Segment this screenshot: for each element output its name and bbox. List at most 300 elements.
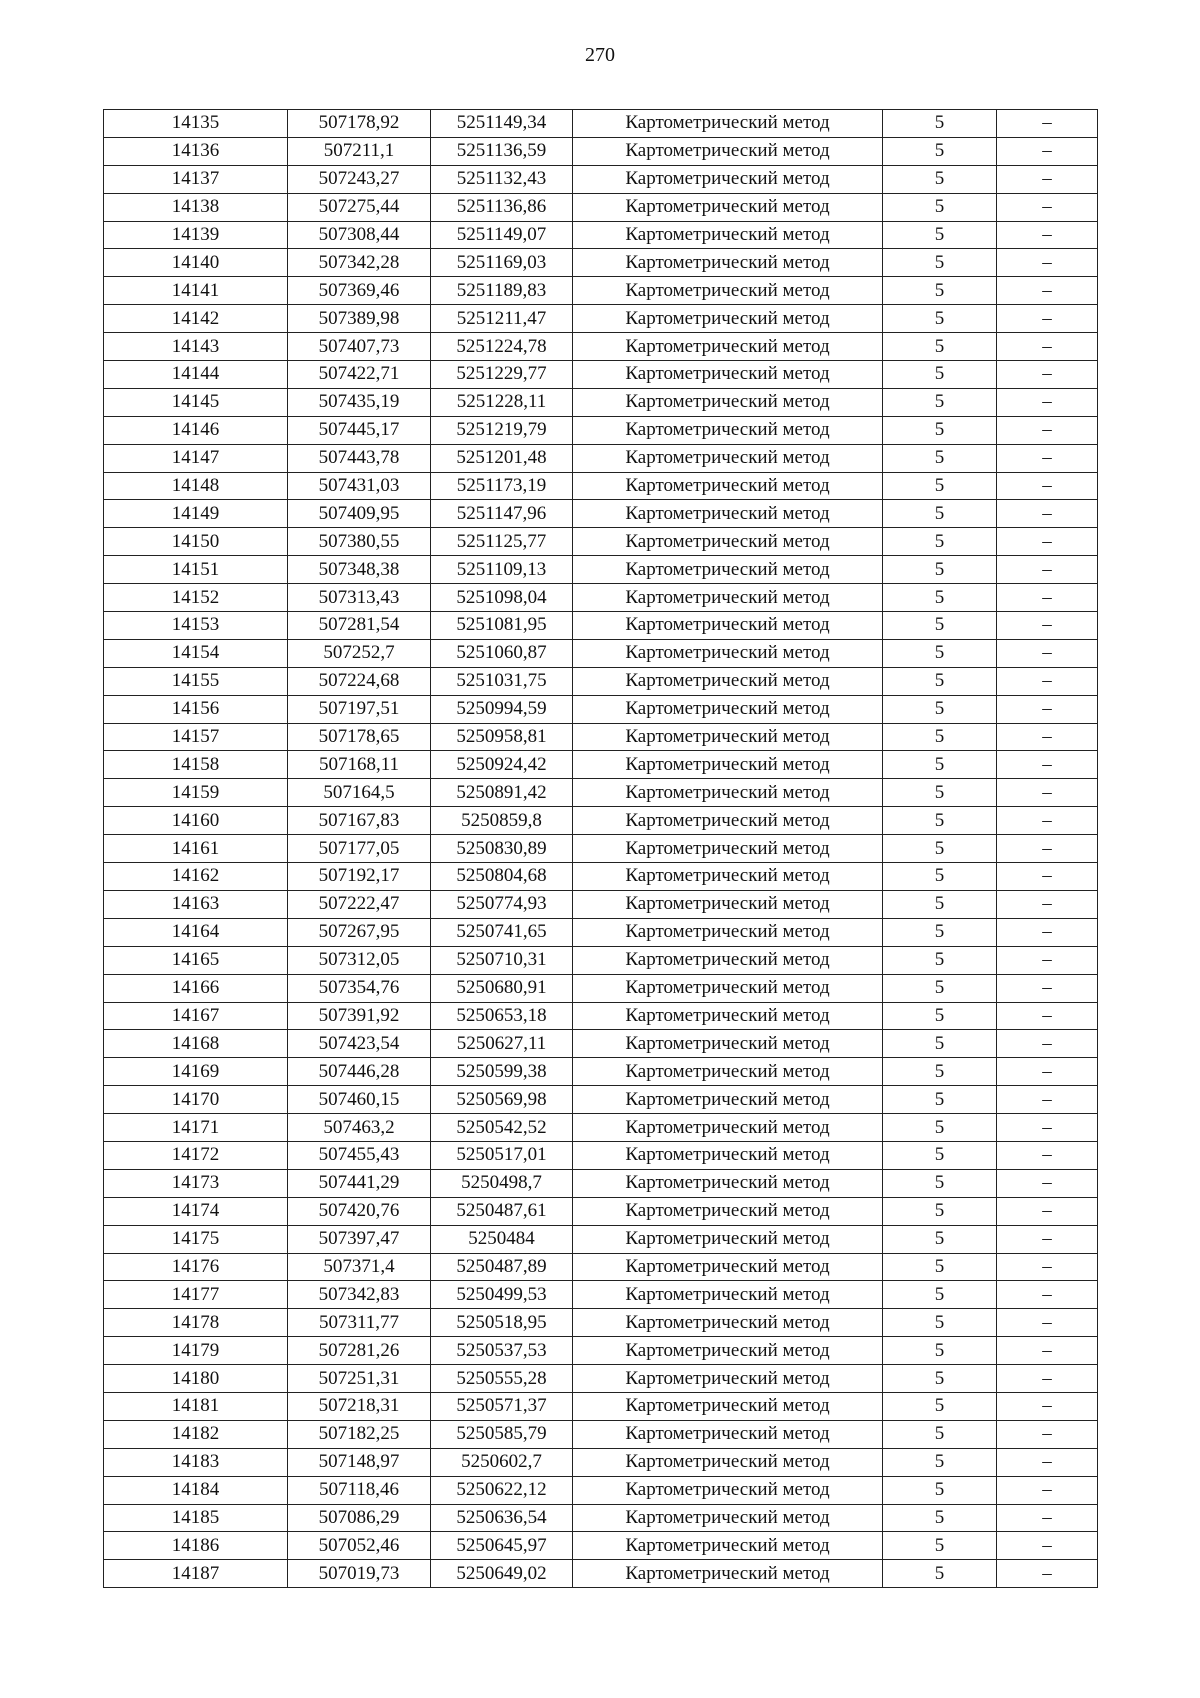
table-row: [104, 1448, 1098, 1476]
accuracy-cell: 5: [883, 639, 997, 667]
description-cell: –: [997, 639, 1098, 667]
description-cell: –: [997, 1504, 1098, 1532]
x-coordinate-cell: 507348,38: [288, 556, 431, 584]
accuracy-cell: 5: [883, 1448, 997, 1476]
x-coordinate-cell: 507420,76: [288, 1197, 431, 1225]
point-number-cell: 14136: [104, 137, 288, 165]
description-cell: –: [997, 556, 1098, 584]
accuracy-cell: 5: [883, 807, 997, 835]
x-coordinate-cell: 507178,65: [288, 723, 431, 751]
accuracy-cell: 5: [883, 1365, 997, 1393]
y-coordinate-cell: 5251136,59: [431, 137, 573, 165]
method-cell: Картометрический метод: [573, 1504, 883, 1532]
x-coordinate-cell: 507389,98: [288, 305, 431, 333]
description-cell: –: [997, 137, 1098, 165]
description-cell: –: [997, 807, 1098, 835]
description-cell: –: [997, 500, 1098, 528]
method-cell: Картометрический метод: [573, 1030, 883, 1058]
point-number-cell: 14177: [104, 1281, 288, 1309]
table-row: [104, 416, 1098, 444]
method-cell: Картометрический метод: [573, 918, 883, 946]
description-cell: –: [997, 333, 1098, 361]
method-cell: Картометрический метод: [573, 695, 883, 723]
method-cell: Картометрический метод: [573, 639, 883, 667]
x-coordinate-cell: 507446,28: [288, 1058, 431, 1086]
x-coordinate-cell: 507308,44: [288, 221, 431, 249]
x-coordinate-cell: 507460,15: [288, 1086, 431, 1114]
page-number: 270: [585, 44, 615, 66]
method-cell: Картометрический метод: [573, 1532, 883, 1560]
x-coordinate-cell: 507435,19: [288, 388, 431, 416]
description-cell: –: [997, 1309, 1098, 1337]
accuracy-cell: 5: [883, 1141, 997, 1169]
accuracy-cell: 5: [883, 221, 997, 249]
x-coordinate-cell: 507369,46: [288, 277, 431, 305]
accuracy-cell: 5: [883, 890, 997, 918]
description-cell: –: [997, 1281, 1098, 1309]
y-coordinate-cell: 5250484: [431, 1225, 573, 1253]
x-coordinate-cell: 507342,28: [288, 249, 431, 277]
description-cell: –: [997, 723, 1098, 751]
point-number-cell: 14155: [104, 667, 288, 695]
y-coordinate-cell: 5250487,89: [431, 1253, 573, 1281]
x-coordinate-cell: 507211,1: [288, 137, 431, 165]
method-cell: Картометрический метод: [573, 807, 883, 835]
y-coordinate-cell: 5251081,95: [431, 612, 573, 640]
accuracy-cell: 5: [883, 528, 997, 556]
accuracy-cell: 5: [883, 723, 997, 751]
table-row: [104, 556, 1098, 584]
accuracy-cell: 5: [883, 249, 997, 277]
method-cell: Картометрический метод: [573, 1281, 883, 1309]
x-coordinate-cell: 507275,44: [288, 193, 431, 221]
accuracy-cell: 5: [883, 1002, 997, 1030]
y-coordinate-cell: 5250627,11: [431, 1030, 573, 1058]
accuracy-cell: 5: [883, 835, 997, 863]
accuracy-cell: 5: [883, 1030, 997, 1058]
y-coordinate-cell: 5250774,93: [431, 890, 573, 918]
method-cell: Картометрический метод: [573, 1309, 883, 1337]
description-cell: –: [997, 946, 1098, 974]
accuracy-cell: 5: [883, 137, 997, 165]
y-coordinate-cell: 5251219,79: [431, 416, 573, 444]
method-cell: Картометрический метод: [573, 751, 883, 779]
x-coordinate-cell: 507251,31: [288, 1365, 431, 1393]
table-row: [104, 333, 1098, 361]
method-cell: Картометрический метод: [573, 1002, 883, 1030]
description-cell: –: [997, 835, 1098, 863]
description-cell: –: [997, 1337, 1098, 1365]
description-cell: –: [997, 751, 1098, 779]
point-number-cell: 14172: [104, 1141, 288, 1169]
accuracy-cell: 5: [883, 695, 997, 723]
description-cell: –: [997, 667, 1098, 695]
y-coordinate-cell: 5250585,79: [431, 1420, 573, 1448]
point-number-cell: 14166: [104, 974, 288, 1002]
x-coordinate-cell: 507397,47: [288, 1225, 431, 1253]
description-cell: –: [997, 863, 1098, 891]
point-number-cell: 14173: [104, 1169, 288, 1197]
method-cell: Картометрический метод: [573, 667, 883, 695]
table-row: [104, 1281, 1098, 1309]
accuracy-cell: 5: [883, 388, 997, 416]
x-coordinate-cell: 507281,26: [288, 1337, 431, 1365]
accuracy-cell: 5: [883, 305, 997, 333]
method-cell: Картометрический метод: [573, 1225, 883, 1253]
y-coordinate-cell: 5251173,19: [431, 472, 573, 500]
accuracy-cell: 5: [883, 1420, 997, 1448]
point-number-cell: 14137: [104, 165, 288, 193]
y-coordinate-cell: 5251031,75: [431, 667, 573, 695]
y-coordinate-cell: 5250599,38: [431, 1058, 573, 1086]
description-cell: –: [997, 1365, 1098, 1393]
y-coordinate-cell: 5250602,7: [431, 1448, 573, 1476]
y-coordinate-cell: 5250645,97: [431, 1532, 573, 1560]
y-coordinate-cell: 5251060,87: [431, 639, 573, 667]
x-coordinate-cell: 507445,17: [288, 416, 431, 444]
y-coordinate-cell: 5250499,53: [431, 1281, 573, 1309]
point-number-cell: 14158: [104, 751, 288, 779]
x-coordinate-cell: 507455,43: [288, 1141, 431, 1169]
x-coordinate-cell: 507052,46: [288, 1532, 431, 1560]
method-cell: Картометрический метод: [573, 835, 883, 863]
method-cell: Картометрический метод: [573, 1197, 883, 1225]
method-cell: Картометрический метод: [573, 249, 883, 277]
y-coordinate-cell: 5250804,68: [431, 863, 573, 891]
x-coordinate-cell: 507243,27: [288, 165, 431, 193]
description-cell: –: [997, 1253, 1098, 1281]
point-number-cell: 14174: [104, 1197, 288, 1225]
method-cell: Картометрический метод: [573, 277, 883, 305]
method-cell: Картометрический метод: [573, 779, 883, 807]
accuracy-cell: 5: [883, 1309, 997, 1337]
y-coordinate-cell: 5250518,95: [431, 1309, 573, 1337]
point-number-cell: 14153: [104, 612, 288, 640]
point-number-cell: 14176: [104, 1253, 288, 1281]
method-cell: Картометрический метод: [573, 890, 883, 918]
y-coordinate-cell: 5250517,01: [431, 1141, 573, 1169]
table-row: [104, 667, 1098, 695]
table-row: [104, 751, 1098, 779]
method-cell: Картометрический метод: [573, 1476, 883, 1504]
point-number-cell: 14180: [104, 1365, 288, 1393]
description-cell: –: [997, 193, 1098, 221]
y-coordinate-cell: 5250958,81: [431, 723, 573, 751]
method-cell: Картометрический метод: [573, 388, 883, 416]
y-coordinate-cell: 5250649,02: [431, 1560, 573, 1588]
description-cell: –: [997, 918, 1098, 946]
accuracy-cell: 5: [883, 1225, 997, 1253]
method-cell: Картометрический метод: [573, 1365, 883, 1393]
x-coordinate-cell: 507312,05: [288, 946, 431, 974]
y-coordinate-cell: 5250537,53: [431, 1337, 573, 1365]
x-coordinate-cell: 507371,4: [288, 1253, 431, 1281]
y-coordinate-cell: 5250994,59: [431, 695, 573, 723]
description-cell: –: [997, 416, 1098, 444]
method-cell: Картометрический метод: [573, 472, 883, 500]
x-coordinate-cell: 507354,76: [288, 974, 431, 1002]
point-number-cell: 14154: [104, 639, 288, 667]
table-row: [104, 807, 1098, 835]
description-cell: –: [997, 1225, 1098, 1253]
method-cell: Картометрический метод: [573, 1169, 883, 1197]
x-coordinate-cell: 507441,29: [288, 1169, 431, 1197]
accuracy-cell: 5: [883, 416, 997, 444]
x-coordinate-cell: 507267,95: [288, 918, 431, 946]
description-cell: –: [997, 1114, 1098, 1142]
y-coordinate-cell: 5250636,54: [431, 1504, 573, 1532]
table-row: [104, 1337, 1098, 1365]
point-number-cell: 14159: [104, 779, 288, 807]
point-number-cell: 14135: [104, 110, 288, 138]
description-cell: –: [997, 1560, 1098, 1588]
y-coordinate-cell: 5251229,77: [431, 361, 573, 389]
point-number-cell: 14156: [104, 695, 288, 723]
accuracy-cell: 5: [883, 667, 997, 695]
y-coordinate-cell: 5250741,65: [431, 918, 573, 946]
description-cell: –: [997, 1420, 1098, 1448]
description-cell: –: [997, 444, 1098, 472]
method-cell: Картометрический метод: [573, 193, 883, 221]
x-coordinate-cell: 507311,77: [288, 1309, 431, 1337]
y-coordinate-cell: 5250555,28: [431, 1365, 573, 1393]
accuracy-cell: 5: [883, 1114, 997, 1142]
point-number-cell: 14178: [104, 1309, 288, 1337]
description-cell: –: [997, 1002, 1098, 1030]
method-cell: Картометрический метод: [573, 1337, 883, 1365]
y-coordinate-cell: 5251147,96: [431, 500, 573, 528]
table-row: [104, 863, 1098, 891]
table-row: [104, 918, 1098, 946]
method-cell: Картометрический метод: [573, 165, 883, 193]
accuracy-cell: 5: [883, 1253, 997, 1281]
table-row: [104, 1030, 1098, 1058]
y-coordinate-cell: 5250569,98: [431, 1086, 573, 1114]
point-number-cell: 14160: [104, 807, 288, 835]
table-row: [104, 1058, 1098, 1086]
point-number-cell: 14181: [104, 1392, 288, 1420]
method-cell: Картометрический метод: [573, 612, 883, 640]
accuracy-cell: 5: [883, 1197, 997, 1225]
point-number-cell: 14138: [104, 193, 288, 221]
x-coordinate-cell: 507423,54: [288, 1030, 431, 1058]
table-body: [104, 110, 1098, 1588]
point-number-cell: 14182: [104, 1420, 288, 1448]
x-coordinate-cell: 507167,83: [288, 807, 431, 835]
table-row: [104, 1532, 1098, 1560]
accuracy-cell: 5: [883, 584, 997, 612]
accuracy-cell: 5: [883, 1169, 997, 1197]
table-row: [104, 1114, 1098, 1142]
method-cell: Картометрический метод: [573, 333, 883, 361]
accuracy-cell: 5: [883, 165, 997, 193]
description-cell: –: [997, 1448, 1098, 1476]
y-coordinate-cell: 5251109,13: [431, 556, 573, 584]
point-number-cell: 14183: [104, 1448, 288, 1476]
description-cell: –: [997, 890, 1098, 918]
table-row: [104, 890, 1098, 918]
point-number-cell: 14151: [104, 556, 288, 584]
description-cell: –: [997, 1197, 1098, 1225]
accuracy-cell: 5: [883, 472, 997, 500]
method-cell: Картометрический метод: [573, 528, 883, 556]
description-cell: –: [997, 779, 1098, 807]
y-coordinate-cell: 5250653,18: [431, 1002, 573, 1030]
y-coordinate-cell: 5250891,42: [431, 779, 573, 807]
point-number-cell: 14150: [104, 528, 288, 556]
accuracy-cell: 5: [883, 444, 997, 472]
y-coordinate-cell: 5250859,8: [431, 807, 573, 835]
point-number-cell: 14186: [104, 1532, 288, 1560]
x-coordinate-cell: 507168,11: [288, 751, 431, 779]
description-cell: –: [997, 1086, 1098, 1114]
table-row: [104, 584, 1098, 612]
table-row: [104, 528, 1098, 556]
y-coordinate-cell: 5251189,83: [431, 277, 573, 305]
method-cell: Картометрический метод: [573, 1448, 883, 1476]
x-coordinate-cell: 507182,25: [288, 1420, 431, 1448]
accuracy-cell: 5: [883, 193, 997, 221]
method-cell: Картометрический метод: [573, 863, 883, 891]
method-cell: Картометрический метод: [573, 1392, 883, 1420]
method-cell: Картометрический метод: [573, 110, 883, 138]
point-number-cell: 14179: [104, 1337, 288, 1365]
point-number-cell: 14169: [104, 1058, 288, 1086]
y-coordinate-cell: 5250680,91: [431, 974, 573, 1002]
y-coordinate-cell: 5251125,77: [431, 528, 573, 556]
description-cell: –: [997, 1476, 1098, 1504]
point-number-cell: 14139: [104, 221, 288, 249]
x-coordinate-cell: 507463,2: [288, 1114, 431, 1142]
x-coordinate-cell: 507177,05: [288, 835, 431, 863]
accuracy-cell: 5: [883, 1560, 997, 1588]
accuracy-cell: 5: [883, 361, 997, 389]
point-number-cell: 14152: [104, 584, 288, 612]
table-row: [104, 1504, 1098, 1532]
accuracy-cell: 5: [883, 751, 997, 779]
point-number-cell: 14164: [104, 918, 288, 946]
method-cell: Картометрический метод: [573, 444, 883, 472]
description-cell: –: [997, 1169, 1098, 1197]
table-row: [104, 639, 1098, 667]
method-cell: Картометрический метод: [573, 584, 883, 612]
description-cell: –: [997, 249, 1098, 277]
y-coordinate-cell: 5251098,04: [431, 584, 573, 612]
table-row: [104, 1086, 1098, 1114]
description-cell: –: [997, 1532, 1098, 1560]
table-row: [104, 1309, 1098, 1337]
method-cell: Картометрический метод: [573, 723, 883, 751]
accuracy-cell: 5: [883, 500, 997, 528]
accuracy-cell: 5: [883, 1532, 997, 1560]
table-row: [104, 1365, 1098, 1393]
method-cell: Картометрический метод: [573, 946, 883, 974]
accuracy-cell: 5: [883, 110, 997, 138]
description-cell: –: [997, 1141, 1098, 1169]
accuracy-cell: 5: [883, 1392, 997, 1420]
accuracy-cell: 5: [883, 277, 997, 305]
table-row: [104, 193, 1098, 221]
method-cell: Картометрический метод: [573, 416, 883, 444]
x-coordinate-cell: 507086,29: [288, 1504, 431, 1532]
description-cell: –: [997, 612, 1098, 640]
y-coordinate-cell: 5251211,47: [431, 305, 573, 333]
method-cell: Картометрический метод: [573, 1058, 883, 1086]
x-coordinate-cell: 507224,68: [288, 667, 431, 695]
accuracy-cell: 5: [883, 1476, 997, 1504]
point-number-cell: 14149: [104, 500, 288, 528]
accuracy-cell: 5: [883, 1504, 997, 1532]
description-cell: –: [997, 277, 1098, 305]
point-number-cell: 14185: [104, 1504, 288, 1532]
table-row: [104, 305, 1098, 333]
method-cell: Картометрический метод: [573, 361, 883, 389]
accuracy-cell: 5: [883, 612, 997, 640]
table-row: [104, 1253, 1098, 1281]
table-row: [104, 835, 1098, 863]
table-row: [104, 361, 1098, 389]
point-number-cell: 14163: [104, 890, 288, 918]
method-cell: Картометрический метод: [573, 1141, 883, 1169]
y-coordinate-cell: 5251169,03: [431, 249, 573, 277]
y-coordinate-cell: 5250622,12: [431, 1476, 573, 1504]
table-row: [104, 388, 1098, 416]
table-row: [104, 137, 1098, 165]
point-number-cell: 14175: [104, 1225, 288, 1253]
table-row: [104, 1392, 1098, 1420]
point-number-cell: 14171: [104, 1114, 288, 1142]
point-number-cell: 14144: [104, 361, 288, 389]
x-coordinate-cell: 507222,47: [288, 890, 431, 918]
table-row: [104, 249, 1098, 277]
method-cell: Картометрический метод: [573, 1560, 883, 1588]
description-cell: –: [997, 472, 1098, 500]
y-coordinate-cell: 5250571,37: [431, 1392, 573, 1420]
table-row: [104, 472, 1098, 500]
point-number-cell: 14147: [104, 444, 288, 472]
method-cell: Картометрический метод: [573, 1114, 883, 1142]
y-coordinate-cell: 5250542,52: [431, 1114, 573, 1142]
table-row: [104, 1420, 1098, 1448]
description-cell: –: [997, 695, 1098, 723]
x-coordinate-cell: 507197,51: [288, 695, 431, 723]
x-coordinate-cell: 507342,83: [288, 1281, 431, 1309]
x-coordinate-cell: 507019,73: [288, 1560, 431, 1588]
y-coordinate-cell: 5251132,43: [431, 165, 573, 193]
point-number-cell: 14142: [104, 305, 288, 333]
y-coordinate-cell: 5251149,07: [431, 221, 573, 249]
y-coordinate-cell: 5251136,86: [431, 193, 573, 221]
y-coordinate-cell: 5251224,78: [431, 333, 573, 361]
table-row: [104, 1197, 1098, 1225]
x-coordinate-cell: 507431,03: [288, 472, 431, 500]
point-number-cell: 14161: [104, 835, 288, 863]
table-row: [104, 779, 1098, 807]
y-coordinate-cell: 5251149,34: [431, 110, 573, 138]
y-coordinate-cell: 5250924,42: [431, 751, 573, 779]
x-coordinate-cell: 507380,55: [288, 528, 431, 556]
table-row: [104, 974, 1098, 1002]
accuracy-cell: 5: [883, 1058, 997, 1086]
accuracy-cell: 5: [883, 333, 997, 361]
description-cell: –: [997, 388, 1098, 416]
method-cell: Картометрический метод: [573, 1420, 883, 1448]
description-cell: –: [997, 110, 1098, 138]
point-number-cell: 14170: [104, 1086, 288, 1114]
description-cell: –: [997, 1030, 1098, 1058]
accuracy-cell: 5: [883, 556, 997, 584]
y-coordinate-cell: 5251228,11: [431, 388, 573, 416]
